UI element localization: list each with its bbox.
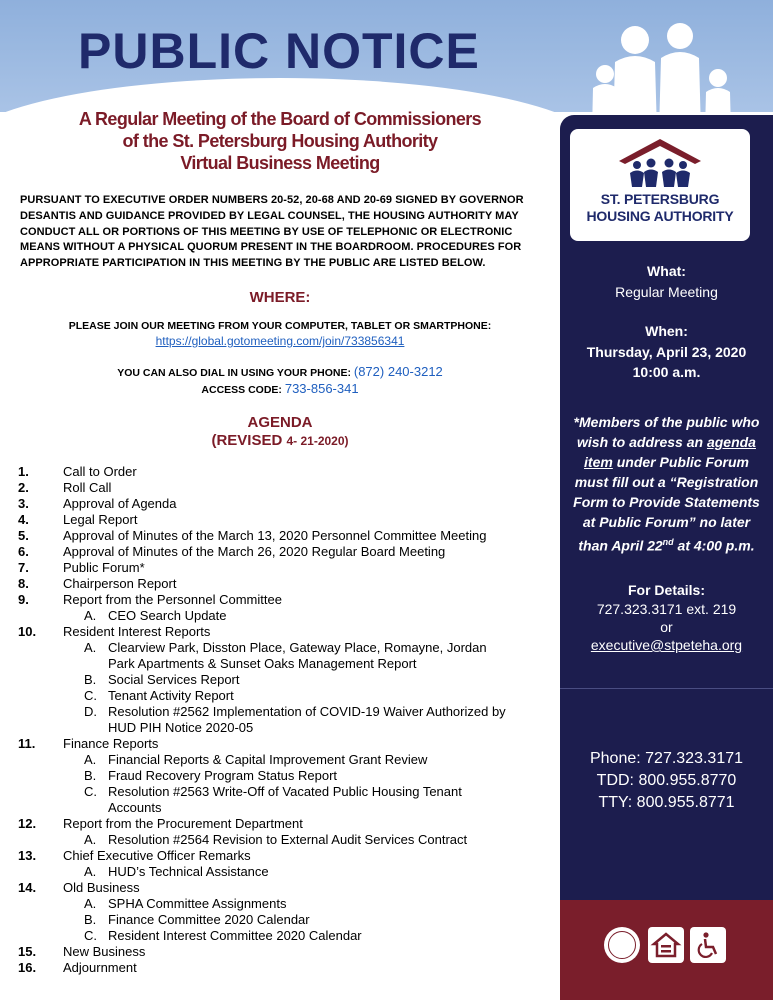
agenda-subitem [18,752,548,768]
agenda-revised [0,432,560,449]
agenda-item-text: Call to Order [63,464,137,479]
page-title: PUBLIC NOTICE [78,23,480,79]
agenda-revised-label: (REVISED [211,432,283,449]
agenda-item-number: 14. [18,880,37,895]
agenda-item-number: 5. [18,528,29,543]
agenda-subitem-text: HUD’s Technical Assistance [108,864,269,879]
agenda-item-number: 16. [18,960,37,975]
housing-authority-logo [570,129,750,241]
meeting-title-line-3: Virtual Business Meeting [180,153,380,173]
access-code-value: 733-856-341 [284,381,359,396]
agenda-item-number: 13. [18,848,37,863]
agenda-subitem [18,832,548,848]
agenda-subitem [18,800,548,816]
agenda-item-text: Legal Report [63,512,138,527]
agenda-subitem-letter: A. [84,832,97,847]
logo-line-1: ST. PETERSBURG [600,191,720,207]
agenda-item [18,544,548,560]
agenda-list [18,464,548,976]
agenda-item-number: 7. [18,560,29,575]
phone-line[interactable]: Phone: 727.323.3171 [589,750,744,767]
hud-seal-icon [604,927,640,963]
agenda-item-text: Public Forum* [63,560,145,575]
agenda-subitem-letter: D. [84,704,97,719]
sidebar-divider [560,688,773,689]
agenda-item [18,848,548,864]
when-label: When: [645,323,688,339]
tty-line[interactable]: TTY: 800.955.8771 [598,794,735,811]
agenda-subitem-text: Resolution #2562 Implementation of COVID-19 Waiver Authorized by [108,704,506,719]
agenda-item-text: Approval of Agenda [63,496,177,511]
agenda-item [18,576,548,592]
agenda-subitem-letter: C. [84,688,97,703]
agenda-subitem-text: SPHA Committee Assignments [108,896,287,911]
when-date: Thursday, April 23, 2020 [586,344,747,360]
accessibility-icon [690,927,726,963]
meeting-title-line-2: of the St. Petersburg Housing Authority [122,131,438,151]
agenda-subitem-text: Clearview Park, Disston Place, Gateway Place, Romayne, Jordan [108,640,487,655]
notice-text-1: *Members of the public who wish to address an [573,414,760,450]
agenda-subitem-text: HUD PIH Notice 2020-05 [108,720,254,735]
agenda-item-number: 1. [18,464,29,479]
agenda-subitem-letter: A. [84,608,97,623]
access-code-line [0,381,560,396]
dial-in-label: YOU CAN ALSO DIAL IN USING YOUR PHONE: [117,367,351,379]
agenda-item-number: 8. [18,576,29,591]
agenda-subitem [18,640,548,656]
agenda-subitem-letter: C. [84,928,97,943]
agenda-subitem [18,704,548,720]
when-time: 10:00 a.m. [632,364,701,380]
agenda-subitem-text: Accounts [108,800,162,815]
agenda-subitem-text: Finance Committee 2020 Calendar [108,912,310,927]
agenda-item-text: Report from the Personnel Committee [63,592,282,607]
agenda-subitem-letter: B. [84,912,97,927]
agenda-subitem-text: Fraud Recovery Program Status Report [108,768,338,783]
agenda-item-text: Chief Executive Officer Remarks [63,848,251,863]
agenda-item [18,880,548,896]
agenda-subitem-text: Financial Reports & Capital Improvement Grant Review [108,752,428,767]
agenda-subitem [18,688,548,704]
agenda-subitem-text: Social Services Report [108,672,240,687]
agenda-subitem [18,720,548,736]
public-forum-notice [568,412,765,556]
agenda-subitem-letter: B. [84,672,97,687]
agenda-subitem-text: Resolution #2563 Write-Off of Vacated Public Housing Tenant [108,784,462,799]
agenda-subitem [18,912,548,928]
agenda-subitem [18,864,548,880]
agenda-subitem-text: CEO Search Update [108,608,227,623]
what-label: What: [647,263,686,279]
agenda-subitem [18,784,548,800]
pursuant-paragraph: PURSUANT TO EXECUTIVE ORDER NUMBERS 20-52, 20-68 AND 20-69 SIGNED BY GOVERNOR DESANTIS AND GUIDANCE PROVIDED BY LEGAL COUNSEL, THE HOUSING AUTHORITY MAY CONDUCT ALL OR PORTIONS OF THIS MEETING BY USE OF TELEPHONIC OR ELECTRONIC MEANS WITHOUT A PHYSICAL QUORUM PRESENT IN THE BOARDROOM. PROCEDURES FOR APPROPRIATE PARTICIPATION IN THIS MEETING BY THE PUBLIC ARE LISTED BELOW. [20,194,524,270]
agenda-item-number: 12. [18,816,37,831]
agenda-revised-date: 4- 21-2020) [286,434,349,448]
dial-in-line [0,364,560,379]
agenda-item-number: 11. [18,736,36,751]
logo-line-2: HOUSING AUTHORITY [586,208,734,224]
logo-text [570,191,750,225]
notice-superscript: nd [662,537,674,547]
agenda-item [18,960,548,976]
agenda-subitem-text: Tenant Activity Report [108,688,234,703]
house-people-icon [615,135,705,191]
agenda-subitem [18,656,548,672]
agenda-subitem-letter: A. [84,896,97,911]
notice-text-2: under Public Forum must fill out a “Registration Form to Provide Statements at Public Forum” no later than April 22 [573,454,760,554]
agenda-item-text: Report from the Procurement Department [63,816,303,831]
agenda-item [18,480,548,496]
agenda-subitem-text: Resolution #2564 Revision to External Audit Services Contract [108,832,468,847]
agenda-item-text: Roll Call [63,480,112,495]
agenda-item-number: 3. [18,496,29,511]
equal-housing-icon [648,927,684,963]
agenda-subitem-text: Park Apartments & Sunset Oaks Management Report [108,656,417,671]
agenda-item-text: Chairperson Report [63,576,177,591]
agenda-item-text: Approval of Minutes of the March 13, 2020 Personnel Committee Meeting [63,528,487,543]
agenda-item-number: 2. [18,480,29,495]
meeting-link-line [0,334,560,348]
dial-in-number[interactable]: (872) 240-3212 [353,364,443,379]
agenda-item [18,560,548,576]
details-phone[interactable]: 727.323.3171 ext. 219 [596,601,737,617]
what-value: Regular Meeting [615,284,718,300]
agenda-item [18,736,548,752]
agenda-subitem-text: Resident Interest Committee 2020 Calendar [108,928,362,943]
agenda-subitem [18,608,548,624]
notice-text-3: at 4:00 p.m. [673,537,755,554]
agenda-subitem-letter: A. [84,640,97,655]
agenda-item-text: Adjournment [63,960,137,975]
agenda-item [18,816,548,832]
where-heading: WHERE: [249,289,311,306]
tdd-line[interactable]: TDD: 800.955.8770 [596,772,737,789]
details-or: or [660,619,673,635]
notice-agenda-item: agenda item [584,434,756,470]
agenda-subitem [18,928,548,944]
agenda-item [18,464,548,480]
agenda-subitem [18,768,548,784]
agenda-item [18,624,548,640]
agenda-item [18,592,548,608]
agenda-item-text: Finance Reports [63,736,159,751]
meeting-link[interactable]: https://global.gotomeeting.com/join/733856341 [155,334,405,348]
agenda-item-number: 15. [18,944,37,959]
details-email[interactable]: executive@stpeteha.org [590,637,743,653]
agenda-subitem-letter: A. [84,864,97,879]
agenda-item-number: 4. [18,512,29,527]
agenda-subitem [18,672,548,688]
agenda-item [18,496,548,512]
agenda-subitem-letter: B. [84,768,97,783]
agenda-item-number: 10. [18,624,37,639]
agenda-item-text: Old Business [63,880,140,895]
agenda-item [18,944,548,960]
agenda-item-number: 9. [18,592,29,607]
agenda-item [18,528,548,544]
agenda-subitem-letter: C. [84,784,97,799]
agenda-subitem [18,896,548,912]
agenda-item [18,512,548,528]
agenda-item-text: New Business [63,944,146,959]
agenda-item-text: Resident Interest Reports [63,624,211,639]
agenda-item-text: Approval of Minutes of the March 26, 2020 Regular Board Meeting [63,544,446,559]
agenda-item-number: 6. [18,544,29,559]
access-code-label: ACCESS CODE: [201,384,282,396]
agenda-heading: AGENDA [247,414,313,431]
details-label: For Details: [627,582,705,598]
meeting-title-line-1: A Regular Meeting of the Board of Commissioners [78,109,482,129]
join-instructions: PLEASE JOIN OUR MEETING FROM YOUR COMPUTER, TABLET OR SMARTPHONE: [68,320,492,332]
agenda-subitem-letter: A. [84,752,97,767]
